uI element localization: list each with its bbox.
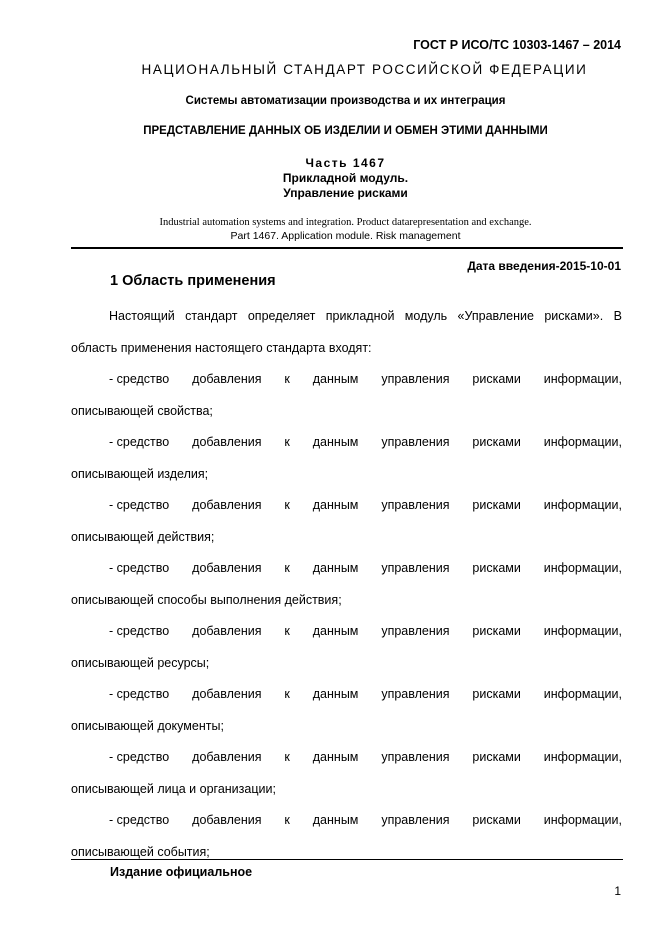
list-item <box>71 498 622 544</box>
word: рисками <box>472 561 521 575</box>
word: рисками <box>472 750 521 764</box>
list-item-text: описывающей лица и организации; <box>71 782 276 796</box>
word: - средство <box>109 813 170 827</box>
word: стандарт <box>185 309 238 323</box>
list-item-lead <box>109 624 622 638</box>
official-edition-label: Издание официальное <box>110 865 253 879</box>
word: управления <box>381 435 450 449</box>
list-item-lead <box>109 750 622 764</box>
word: информации, <box>543 372 622 386</box>
word: данным <box>312 750 359 764</box>
word: управления <box>381 750 450 764</box>
word: к <box>284 687 290 701</box>
word: информации, <box>543 435 622 449</box>
word: к <box>284 624 290 638</box>
word: Настоящий <box>109 309 175 323</box>
word: информации, <box>543 687 622 701</box>
list-item <box>71 813 622 859</box>
list-item-text: описывающей действия; <box>71 530 215 544</box>
english-title-line-1: Industrial automation systems and integration. Product datarepresentation and exchange. <box>159 217 532 228</box>
main-title: ПРЕДСТАВЛЕНИЕ ДАННЫХ ОБ ИЗДЕЛИИ И ОБМЕН ЭТИМИ ДАННЫМИ <box>143 125 548 137</box>
word: добавления <box>192 687 262 701</box>
word: данным <box>312 561 359 575</box>
list-item-text: описывающей изделия; <box>71 467 209 481</box>
word: рисками <box>472 435 521 449</box>
page-number: 1 <box>614 884 621 898</box>
word: рисками <box>472 687 521 701</box>
series-title: Системы автоматизации производства и их интеграция <box>185 95 506 107</box>
header-divider <box>71 247 623 249</box>
list-item-lead <box>109 435 622 449</box>
word: рисками <box>472 813 521 827</box>
list-item-lead <box>109 372 622 386</box>
word: к <box>284 372 290 386</box>
list-item <box>71 687 622 733</box>
word: рисками <box>472 372 521 386</box>
word: рисками <box>472 498 521 512</box>
word: модуль <box>404 309 448 323</box>
word: управления <box>381 498 450 512</box>
section-heading: 1 Область применения <box>110 273 276 289</box>
word: информации, <box>543 750 622 764</box>
word: определяет <box>247 309 316 323</box>
word: В <box>613 309 622 323</box>
word: информации, <box>543 624 622 638</box>
part-block <box>0 156 661 201</box>
list-item-text: описывающей события; <box>71 845 210 859</box>
word: управления <box>381 561 450 575</box>
word: данным <box>312 372 359 386</box>
word: данным <box>312 498 359 512</box>
word: добавления <box>192 435 262 449</box>
word: информации, <box>543 498 622 512</box>
word: управления <box>381 813 450 827</box>
word: рисками». <box>544 309 604 323</box>
word: - средство <box>109 687 170 701</box>
module-label: Прикладной модуль. <box>282 171 409 185</box>
word: данным <box>312 687 359 701</box>
word: данным <box>312 813 359 827</box>
national-standard-heading: НАЦИОНАЛЬНЫЙ СТАНДАРТ РОССИЙСКОЙ ФЕДЕРАЦИИ <box>141 62 588 77</box>
subject-label: Управление рисками <box>283 186 408 200</box>
list-item-lead <box>109 561 622 575</box>
word: - средство <box>109 372 170 386</box>
word: информации, <box>543 561 622 575</box>
word: «Управление <box>457 309 534 323</box>
word: - средство <box>109 435 170 449</box>
word: - средство <box>109 498 170 512</box>
list-item-lead <box>109 813 622 827</box>
list-item-lead <box>109 498 622 512</box>
word: данным <box>312 435 359 449</box>
word: к <box>284 750 290 764</box>
list-item-text: описывающей свойства; <box>71 404 213 418</box>
word: рисками <box>472 624 521 638</box>
document-code: ГОСТ Р ИСО/ТС 10303-1467 – 2014 <box>413 38 621 52</box>
list-item <box>71 750 622 796</box>
list-item-lead <box>109 687 622 701</box>
word: к <box>284 813 290 827</box>
list-item <box>71 561 622 607</box>
word: - средство <box>109 750 170 764</box>
word: управления <box>381 624 450 638</box>
list-item-text: описывающей ресурсы; <box>71 656 210 670</box>
word: данным <box>312 624 359 638</box>
list-item <box>71 624 622 670</box>
intro-continuation: область применения настоящего стандарта входят: <box>71 341 372 355</box>
intro-first-line <box>109 309 622 323</box>
word: к <box>284 498 290 512</box>
list-item <box>71 435 622 481</box>
english-title-line-2: Part 1467. Application module. Risk management <box>230 230 461 242</box>
intro-paragraph <box>71 309 622 355</box>
word: к <box>284 435 290 449</box>
word: добавления <box>192 750 262 764</box>
word: информации, <box>543 813 622 827</box>
word: добавления <box>192 624 262 638</box>
list-item-text: описывающей документы; <box>71 719 224 733</box>
word: прикладной <box>325 309 395 323</box>
introduction-date: Дата введения-2015-10-01 <box>467 259 621 273</box>
word: добавления <box>192 561 262 575</box>
word: управления <box>381 372 450 386</box>
part-label: Часть 1467 <box>305 156 386 170</box>
word: добавления <box>192 372 262 386</box>
word: - средство <box>109 624 170 638</box>
word: добавления <box>192 498 262 512</box>
word: - средство <box>109 561 170 575</box>
footer-divider <box>71 859 623 860</box>
word: добавления <box>192 813 262 827</box>
word: управления <box>381 687 450 701</box>
list-item <box>71 372 622 418</box>
word: к <box>284 561 290 575</box>
list-item-text: описывающей способы выполнения действия; <box>71 593 342 607</box>
